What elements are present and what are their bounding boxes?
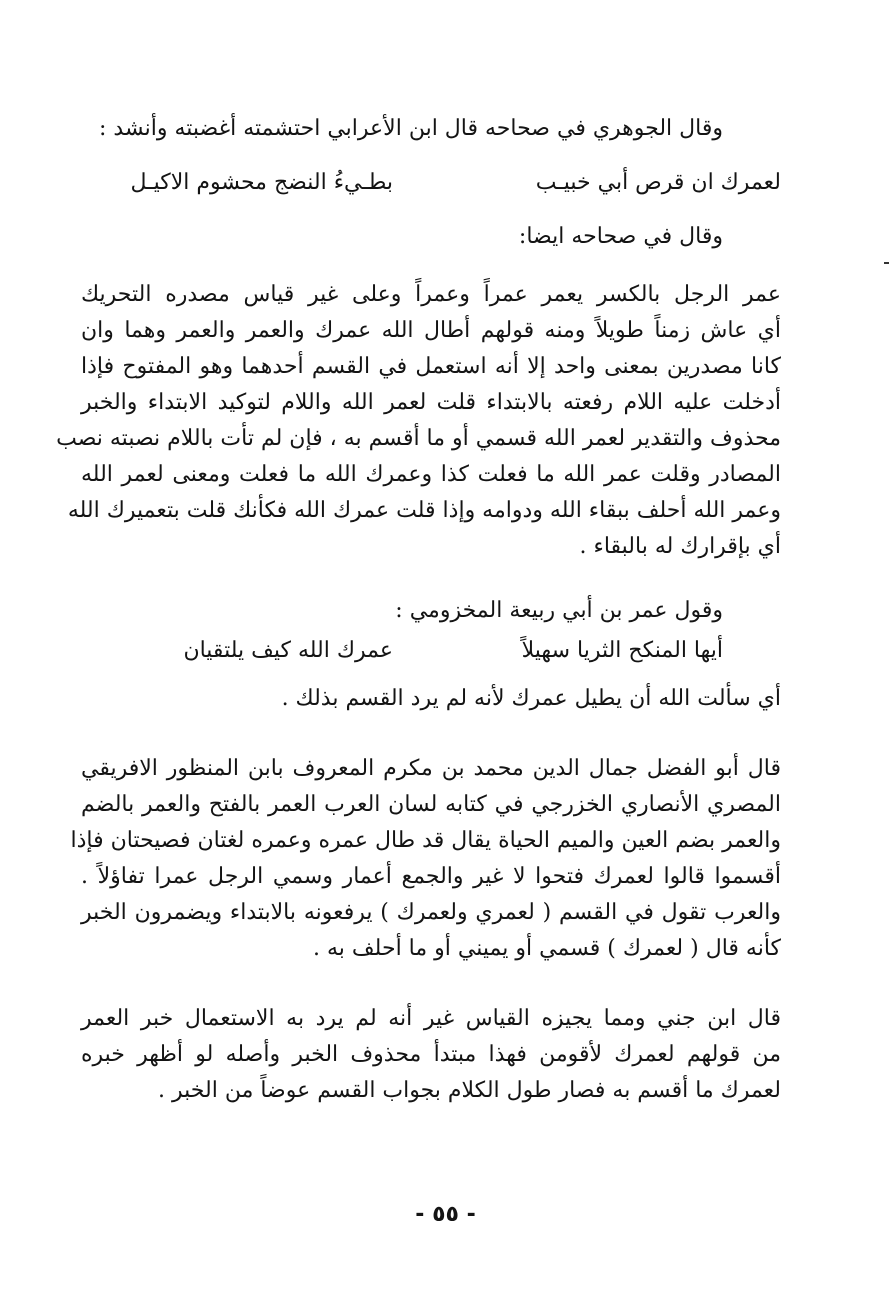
text-line: كأنه قال ( لعمرك ) قسمي أو يميني أو ما أحلف به . [313,936,781,961]
text-line: وقول عمر بن أبي ربيعة المخزومي : [395,598,723,623]
verse-first-hemistich: أيها المنكح الثريا سهيلاً [521,638,723,663]
verse-second-hemistich: بطـيءُ النضج محشوم الاكيـل [130,170,393,195]
text-line: المصادر وقلت عمر الله ما فعلت كذا وعمرك الله ما فعلت ومعنى لعمر الله [81,462,781,487]
text-line: وقال في صحاحه ايضا: [518,224,723,249]
text-line: أدخلت عليه اللام رفعته بالابتداء قلت لعمر الله واللام لتوكيد الابتداء والخبر [81,390,781,415]
text-line: كانا مصدرين بمعنى واحد إلا أنه استعمل في القسم أحدهما وهو المفتوح فإذا [81,354,781,379]
text-line: وعمر الله أحلف ببقاء الله ودوامه وإذا قلت عمرك الله فكأنك قلت بتعميرك الله [67,498,781,523]
text-line: أي سألت الله أن يطيل عمرك لأنه لم يرد القسم بذلك . [281,686,781,711]
text-line: عمر الرجل بالكسر يعمر عمراً وعمراً وعلى غير قياس مصدره التحريك [81,282,781,307]
text-line: أي عاش زمناً طويلاً ومنه قولهم أطال الله عمرك والعمر والعمر وهما وان [81,318,781,343]
verse-first-hemistich: لعمرك ان قرص أبي خبيـب [535,170,781,195]
text-line: والعمر بضم العين والميم الحياة يقال قد طال عمره وعمره لغتان فصيحتان فإذا [70,828,781,853]
text-line: لعمرك ما أقسم به فصار طول الكلام بجواب القسم عوضاً من الخبر . [158,1078,781,1103]
text-line: محذوف والتقدير لعمر الله قسمي أو ما أقسم به ، فإن لم تأت باللام نصبته نصب [56,426,781,451]
verse-second-hemistich: عمرك الله كيف يلتقيان [183,638,393,663]
text-line: وقال الجوهري في صحاحه قال ابن الأعرابي احتشمته أغضبته وأنشد : [99,116,723,141]
text-line: قال ابن جني ومما يجيزه القياس غير أنه لم يرد به الاستعمال خبر العمر [81,1006,781,1031]
text-line: قال أبو الفضل جمال الدين محمد بن مكرم المعروف بابن المنظور الافريقي [81,756,781,781]
text-line: من قولهم لعمرك لأقومن فهذا مبتدأ محذوف الخبر وأصله لو أظهر خبره [81,1042,781,1067]
page-number: - ٥٥ - [415,1202,476,1227]
text-line: أقسموا قالوا لعمرك فتحوا لا غير والجمع أعمار وسمي الرجل عمرا تفاؤلاً . [81,864,781,889]
text-line: أي بإقرارك له بالبقاء . [579,534,781,559]
text-line: المصري الأنصاري الخزرجي في كتابه لسان العرب العمر بالفتح والعمر بالضم [81,792,781,817]
scan-edge-mark [884,262,889,264]
text-line: والعرب تقول في القسم ( لعمري ولعمرك ) يرفعونه بالابتداء ويضمرون الخبر [81,900,781,925]
